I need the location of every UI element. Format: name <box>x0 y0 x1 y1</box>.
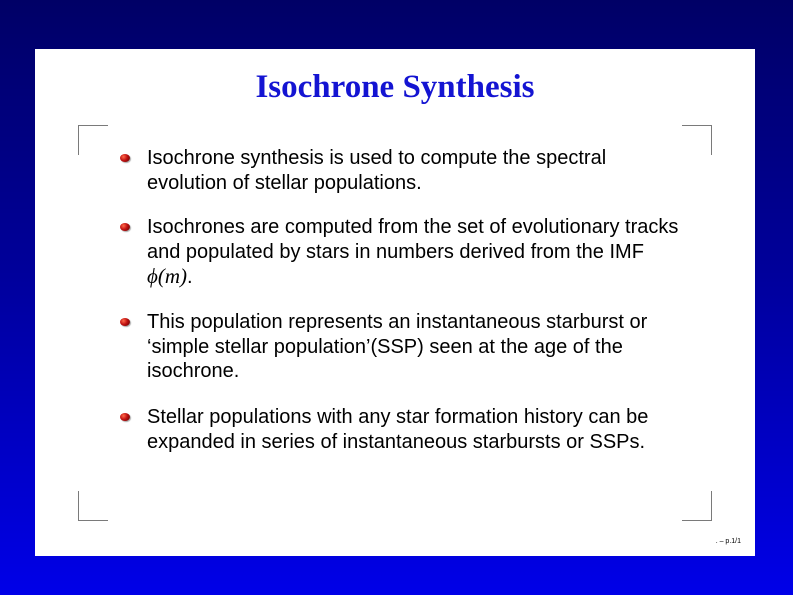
bullet-text <box>147 215 687 290</box>
bullet-icon <box>120 223 130 231</box>
bullet-text-part: Isochrones are computed from the set of evolutionary tracks and populated by stars in numbers derived from the IMF <box>147 216 679 263</box>
bullet-list <box>35 49 755 556</box>
slide-title: Isochrone Synthesis <box>255 69 535 105</box>
slide <box>35 49 755 556</box>
page-number: . – p.1/1 <box>715 538 741 545</box>
bullet-icon <box>120 318 130 326</box>
bullet-text-part: . <box>187 266 193 288</box>
imf-formula: ϕ(m) <box>147 264 188 288</box>
bullet-text: This population represents an instantaneous starburst or ‘simple stellar population’(SSP) seen at the age of the isochrone. <box>147 311 648 382</box>
bullet-icon <box>120 154 130 162</box>
bullet-icon <box>120 413 130 421</box>
bullet-text: Stellar populations with any star formation history can be expanded in series of instantaneous starbursts or SSPs. <box>147 406 649 453</box>
bullet-text: Isochrone synthesis is used to compute the spectral evolution of stellar populations. <box>147 147 607 194</box>
